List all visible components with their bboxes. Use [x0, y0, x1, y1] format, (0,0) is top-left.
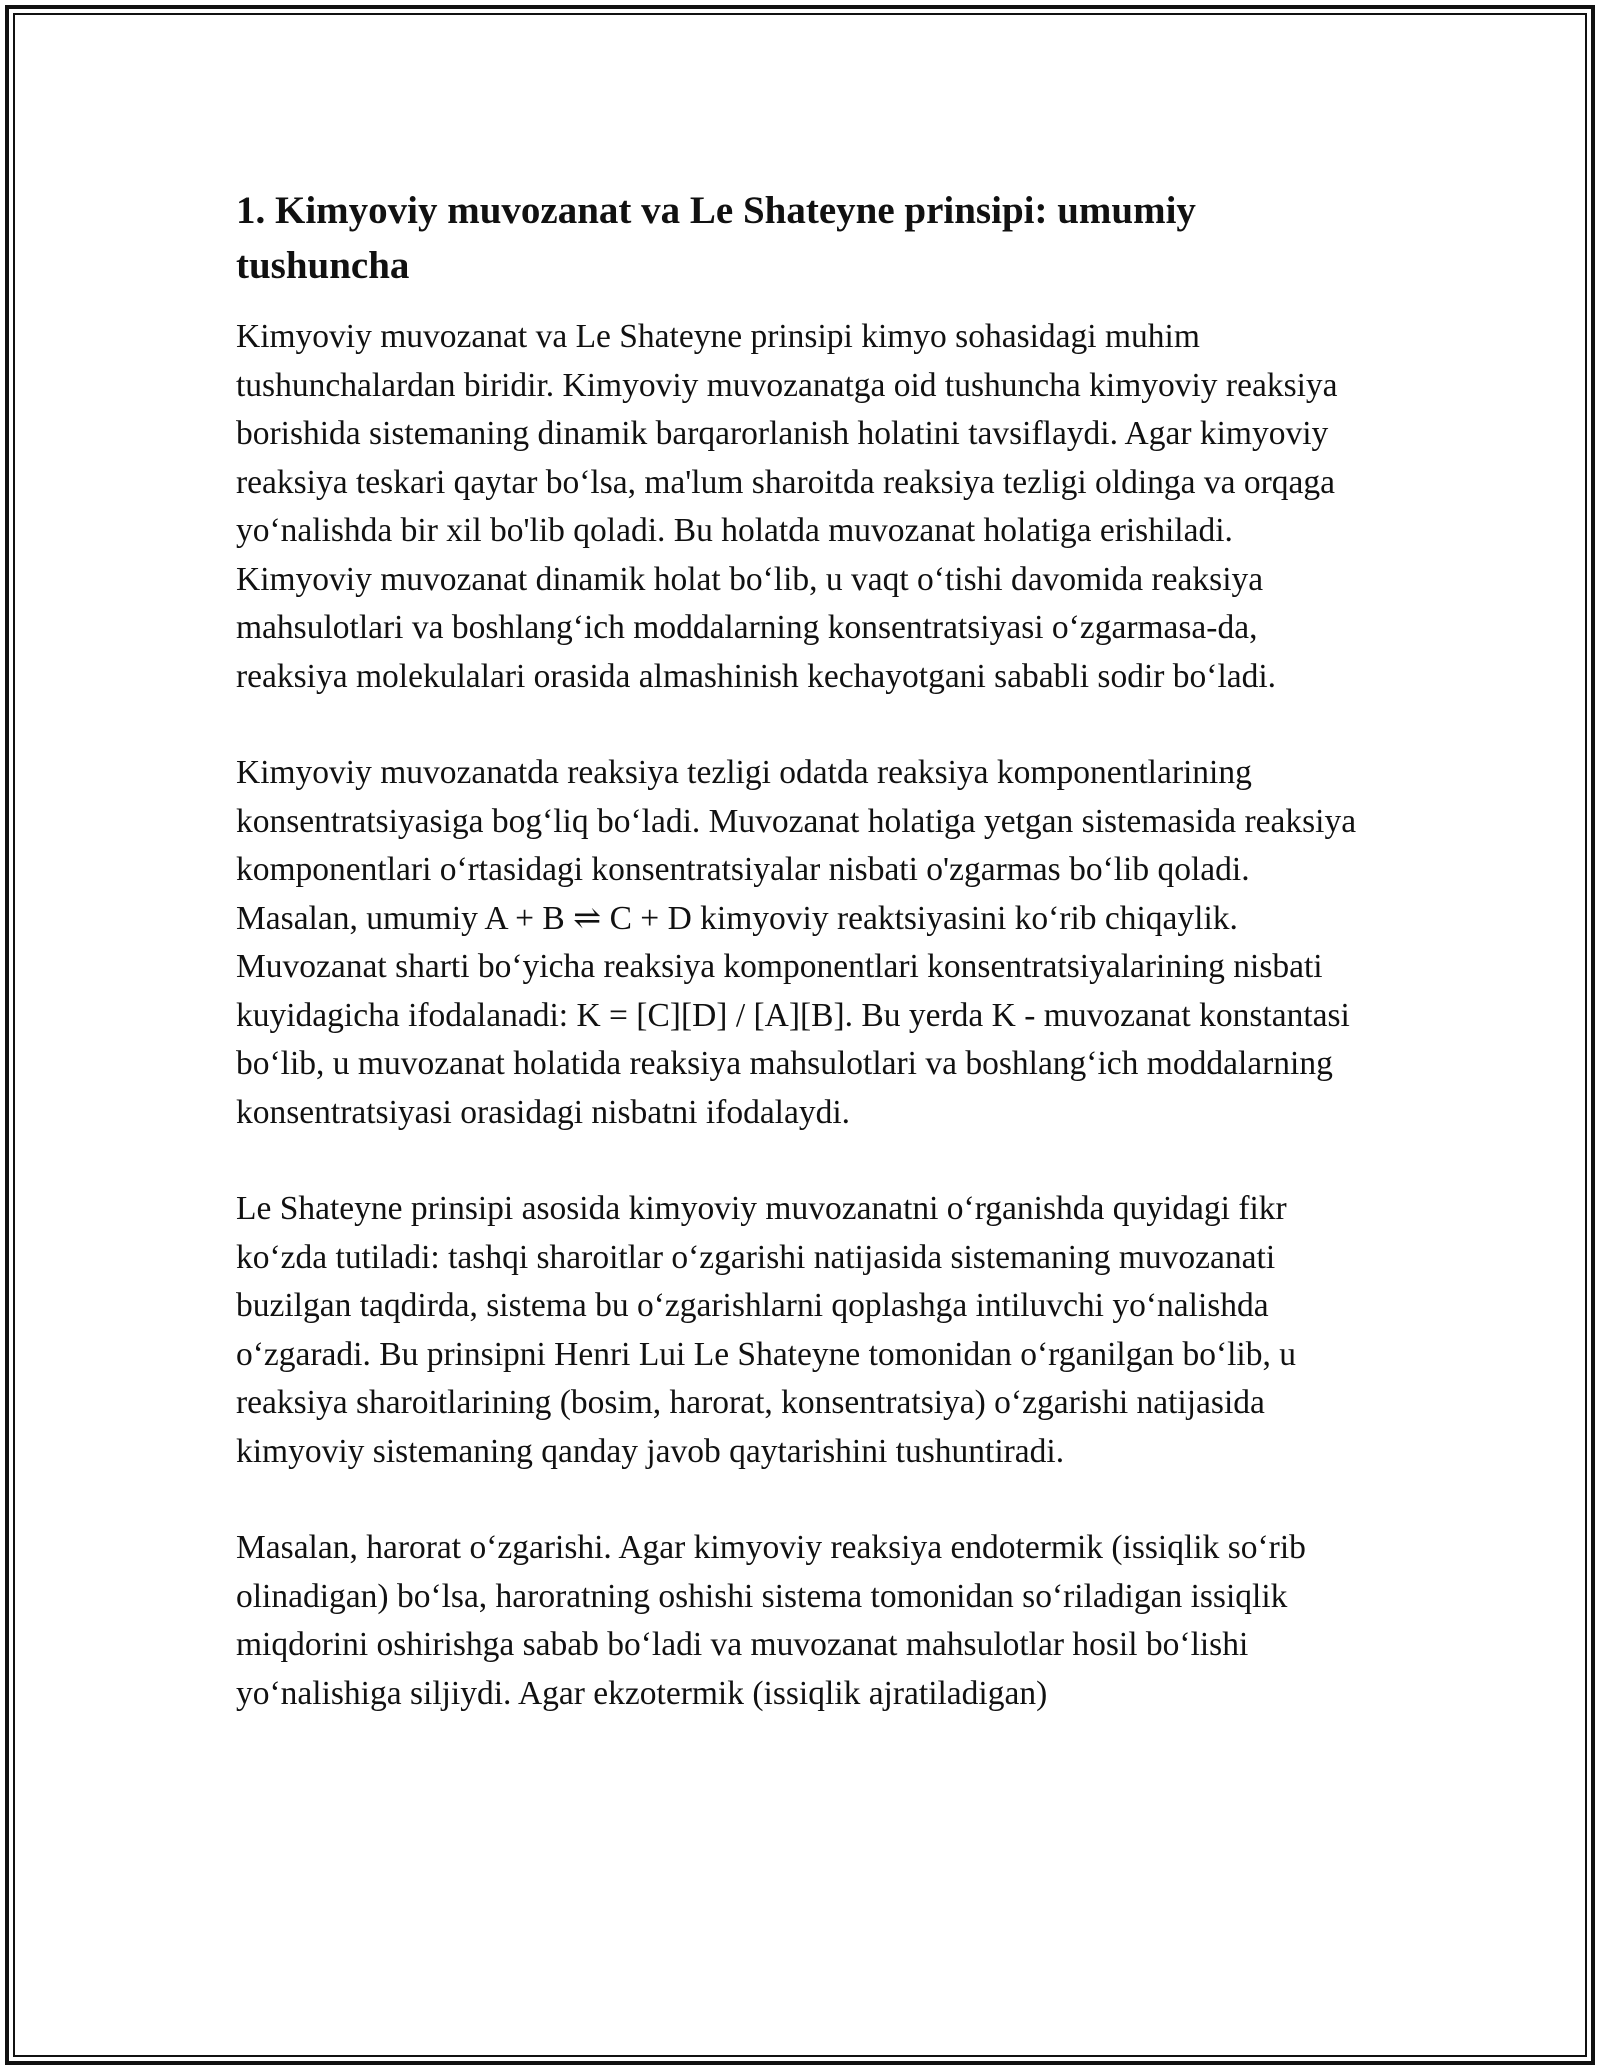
paragraph-4: Masalan, harorat o‘zgarishi. Agar kimyoviy reaksiya endotermik (issiqlik so‘rib olinadigan) bo‘lsa, haroratning oshishi sistema tomonidan so‘riladigan issiqlik miqdorini oshirishga sabab bo‘ladi va muvozanat mahsulotlar hosil bo‘lishi yo‘nalishiga siljiydi. Agar ekzotermik (issiqlik ajratiladigan) [236, 1529, 1306, 1712]
paragraph-3: Le Shateyne prinsipi asosida kimyoviy muvozanatni o‘rganishda quyidagi fikr ko‘zda tutiladi: tashqi sharoitlar o‘zgarishi natijasida sistemaning muvozanati buzilgan taqdirda, sistema bu o‘zgarishlarni qoplashga intiluvchi yo‘nalishda o‘zgaradi. Bu prinsipni Henri Lui Le Shateyne tomonidan o‘rganilgan bo‘lib, u reaksiya sharoitlarining (bosim, harorat, konsentratsiya) o‘zgarishi natijasida kimyoviy sistemaning qanday javob qaytarishini tushuntiradi. [236, 1190, 1296, 1470]
section-heading: 1. Kimyoviy muvozanat va Le Shateyne prinsipi: umumiy tushuncha [236, 189, 1196, 287]
document-body [236, 183, 1376, 1766]
paragraph-2: Kimyoviy muvozanatda reaksiya tezligi odatda reaksiya komponentlarining konsentratsiyasiga bog‘liq bo‘ladi. Muvozanat holatiga yetgan sistemasida reaksiya komponentlari o‘rtasidagi konsentratsiyalar nisbati o'zgarmas bo‘lib qoladi. Masalan, umumiy A + B ⇌ C + D kimyoviy reaktsiyasini ko‘rib chiqaylik. Muvozanat sharti bo‘yicha reaksiya komponentlari konsentratsiyalarining nisbati kuyidagicha ifodalanadi: K = [C][D] / [A][B]. Bu yerda K - muvozanat konstantasi bo‘lib, u muvozanat holatida reaksiya mahsulotlari va boshlang‘ich moddalarning konsentratsiyasi orasidagi nisbatni ifodalaydi. [236, 754, 1357, 1131]
paragraph-1: Kimyoviy muvozanat va Le Shateyne prinsipi kimyo sohasidagi muhim tushunchalardan biridir. Kimyoviy muvozanatga oid tushuncha kimyoviy reaksiya borishida sistemaning dinamik barqarorlanish holatini tavsiflaydi. Agar kimyoviy reaksiya teskari qaytar bo‘lsa, ma'lum sharoitda reaksiya tezligi oldinga va orqaga yo‘nalishda bir xil bo'lib qoladi. Bu holatda muvozanat holatiga erishiladi. Kimyoviy muvozanat dinamik holat bo‘lib, u vaqt o‘tishi davomida reaksiya mahsulotlari va boshlang‘ich moddalarning konsentratsiyasi o‘zgarmasa-da, reaksiya molekulalari orasida almashinish kechayotgani sababli sodir bo‘ladi. [236, 318, 1338, 695]
